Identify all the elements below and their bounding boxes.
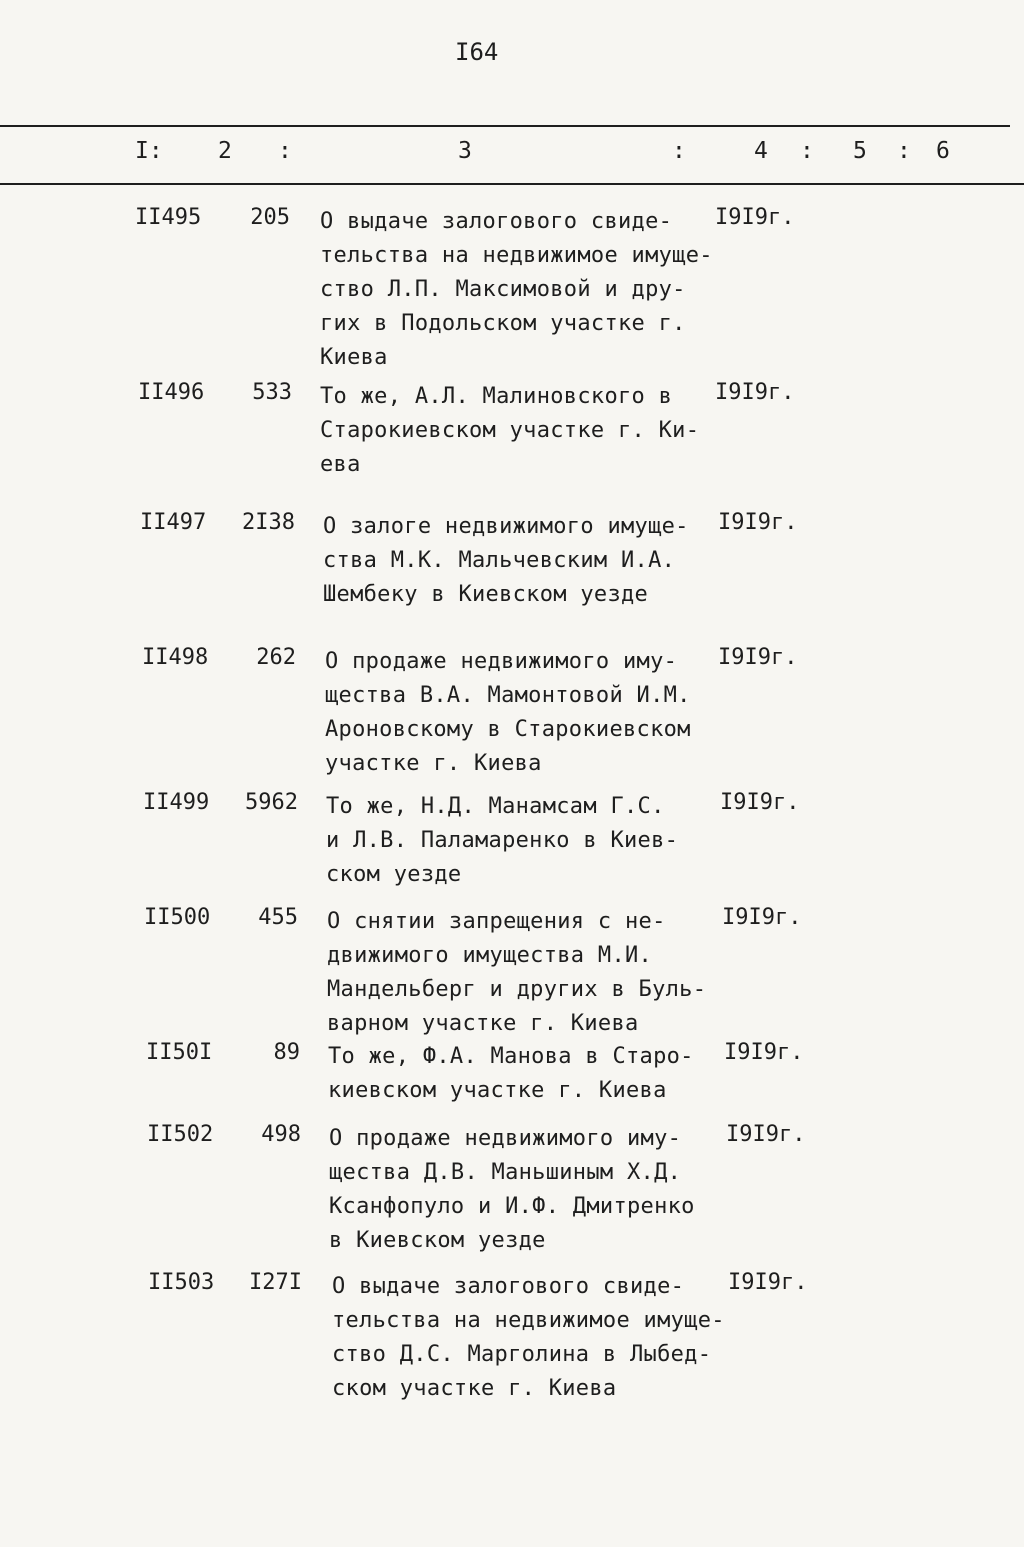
entry-year: I9I9г. — [728, 1270, 808, 1295]
column-header-row — [0, 138, 1024, 170]
entry-number: II497 — [140, 510, 207, 535]
entry-year: I9I9г. — [724, 1040, 804, 1065]
title-line: Мандельберг и других в Буль- — [327, 977, 707, 1002]
title-line: в Киевском уезде — [329, 1228, 546, 1253]
entry-year: I9I9г. — [722, 905, 802, 930]
entry-doc-count: 498 — [261, 1122, 301, 1147]
entry-year: I9I9г. — [715, 380, 795, 405]
entry-year: I9I9г. — [726, 1122, 806, 1147]
title-line: щества В.А. Мамонтовой И.М. — [325, 683, 691, 708]
header-col-2: 2 — [218, 138, 232, 164]
header-separator: : — [278, 138, 292, 164]
title-line: ство Д.С. Марголина в Лыбед- — [332, 1342, 712, 1367]
title-line: О продаже недвижимого иму- — [329, 1126, 682, 1151]
entry-doc-count: 5962 — [245, 790, 298, 815]
title-line: ском уезде — [326, 862, 462, 887]
entry-title — [327, 905, 727, 1041]
title-line: киевском участке г. Киева — [328, 1078, 667, 1103]
title-line: Киева — [320, 345, 388, 370]
title-line: движимого имущества М.И. — [327, 943, 653, 968]
entry-doc-count: 89 — [273, 1040, 300, 1065]
entry-year: I9I9г. — [718, 510, 798, 535]
title-line: и Л.В. Паламаренко в Киев- — [326, 828, 679, 853]
title-line: Старокиевском участке г. Ки- — [320, 418, 700, 443]
entry-doc-count: I27I — [249, 1270, 302, 1295]
entry-year: I9I9г. — [720, 790, 800, 815]
header-col-5: 5 — [853, 138, 867, 164]
entry-number: II498 — [142, 645, 209, 670]
entry-title — [328, 1040, 728, 1108]
entry-year: I9I9г. — [715, 205, 795, 230]
title-line: участке г. Киева — [325, 751, 542, 776]
entry-title — [332, 1270, 732, 1406]
entry-doc-count: 533 — [252, 380, 292, 405]
title-line: Ксанфопуло и И.Ф. Дмитренко — [329, 1194, 695, 1219]
header-separator: : — [800, 138, 814, 164]
entry-number: II495 — [135, 205, 202, 230]
entry-year: I9I9г. — [718, 645, 798, 670]
title-line: То же, А.Л. Малиновского в — [320, 384, 673, 409]
entry-title — [326, 790, 726, 892]
title-line: Шембеку в Киевском уезде — [323, 582, 649, 607]
title-line: О залоге недвижимого имуще- — [323, 514, 689, 539]
title-line: ство Л.П. Максимовой и дру- — [320, 277, 686, 302]
header-col-1: I: — [135, 138, 163, 164]
entry-doc-count: 205 — [250, 205, 290, 230]
header-separator: : — [897, 138, 911, 164]
title-line: О выдаче залогового свиде- — [320, 209, 673, 234]
entry-doc-count: 455 — [258, 905, 298, 930]
entry-doc-count: 262 — [256, 645, 296, 670]
entry-title — [325, 645, 725, 781]
entry-title — [323, 510, 723, 612]
entry-number: II496 — [138, 380, 205, 405]
entry-number: II500 — [144, 905, 211, 930]
title-line: тельства на недвижимое имуще- — [320, 243, 713, 268]
table-top-rule — [0, 125, 1010, 127]
entry-number: II50I — [146, 1040, 213, 1065]
title-line: ства М.К. Мальчевским И.А. — [323, 548, 676, 573]
entry-doc-count: 2I38 — [242, 510, 295, 535]
title-line: ском участке г. Киева — [332, 1376, 617, 1401]
title-line: То же, Ф.А. Манова в Старо- — [328, 1044, 694, 1069]
title-line: О снятии запрещения с не- — [327, 909, 666, 934]
header-col-4: 4 — [754, 138, 768, 164]
title-line: гих в Подольском участке г. — [320, 311, 686, 336]
entry-number: II502 — [147, 1122, 214, 1147]
entry-title — [320, 380, 720, 482]
entry-number: II503 — [148, 1270, 215, 1295]
entry-title — [329, 1122, 729, 1258]
title-line: О продаже недвижимого иму- — [325, 649, 678, 674]
title-line: щества Д.В. Маньшиным Х.Д. — [329, 1160, 682, 1185]
table-header-rule — [0, 183, 1024, 185]
title-line: тельства на недвижимое имуще- — [332, 1308, 725, 1333]
header-separator: : — [672, 138, 686, 164]
title-line: ева — [320, 452, 361, 477]
title-line: Ароновскому в Старокиевском — [325, 717, 691, 742]
entry-number: II499 — [143, 790, 210, 815]
page-number: I64 — [455, 38, 499, 66]
title-line: О выдаче залогового свиде- — [332, 1274, 685, 1299]
header-col-6: 6 — [936, 138, 950, 164]
entry-title — [320, 205, 720, 375]
title-line: варном участке г. Киева — [327, 1011, 639, 1036]
header-col-3: 3 — [458, 138, 472, 164]
title-line: То же, Н.Д. Манамсам Г.С. — [326, 794, 665, 819]
